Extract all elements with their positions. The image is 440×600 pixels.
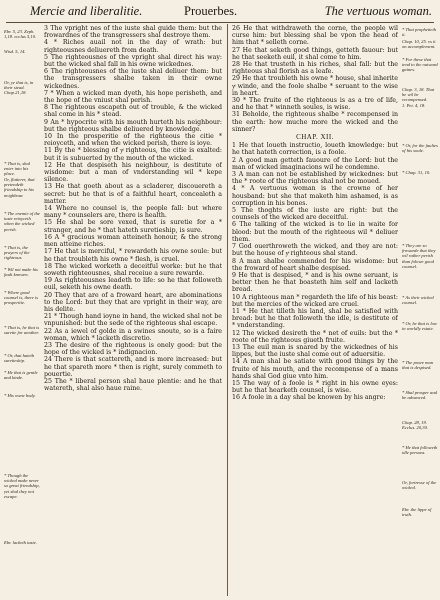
margin-note: * His owne body. (4, 393, 36, 398)
verse: 16 A foole in a day shal be knowen by his angre: (232, 394, 386, 402)
margin-note: * Wil not make his fault knowen. (4, 267, 38, 278)
header-rule (6, 22, 434, 23)
left-margin-notes (4, 25, 40, 595)
verse: 9 He that is despised, * and is his owne seruant, is better then he that boasteth him self and lacketh bread. (232, 271, 398, 294)
margin-note: * For these that tend to the outward gaines. (402, 57, 438, 73)
margin-note: * Or, for the faultes of his soule. (402, 143, 438, 154)
margin-note: * He that is gentle and kinde. (4, 370, 38, 381)
verse: 18 The wicked worketh a deceitful worke: but he that soweth righteousnes, shal receiue a sure rewarde. (44, 262, 222, 277)
margin-note: Or, ye that is, in their stead. Chap.21,18. (4, 80, 34, 96)
margin-note: * That is, shal enter into his place. (4, 161, 31, 177)
running-header (6, 3, 434, 23)
verse: 23 The desire of the righteous is onely good: but the hope of the wicked is * indignacion. (44, 341, 222, 357)
margin-note: Chap. 28, 19. Ecclus. 20,30. (402, 420, 429, 431)
verse: 30 * The fruite of the righteous is as a tre of life, and he that * winneth soules, is wise. (232, 97, 398, 112)
verse: 31 Beholde, the righteous shalbe * recompensed in the earth: how muche more the wicked and the sinner? (232, 111, 398, 133)
margin-note: * The poore man that is despised. (402, 360, 434, 371)
verse: 9 An * hypocrite with his mouth hurteth his neighbour: but the righteous shalbe deliuered by knowledge. (44, 118, 222, 133)
margin-note: * Where good counsel is, there is prosperitie. (4, 290, 39, 306)
verse: 4 * Riches auail not in the day of wrath: but righteousnes deliuereth from death. (44, 39, 222, 54)
right-margin-notes (402, 25, 438, 595)
verse: 7 God ouerthroweth the wicked, and they are not: but the house of yͤ righteous shal stand. (232, 243, 398, 258)
verse: 19 As righteousnes leadeth to life: so he that followeth euil, seketh his owne death. (44, 277, 222, 292)
verse: 22 As a iewel of golde in a swines snoute, so is a faire woman, which * lacketh discretio. (44, 327, 222, 342)
margin-note: * That is, he that is suretie for another. (4, 325, 40, 336)
verse: 11 * He that tilleth his land, shal be satisfied with bread: but he that followeth the idle, is destitute of * vnderstanding. (232, 307, 398, 330)
verse: 13 The euil man is snared by the wickednes of his lippes, but the iuste shal come out of aduersitie. (232, 343, 398, 359)
verse: 24 There is that scattereth, and is more increased: but he that spareth more * then is right, surely commeth to pouertie. (44, 356, 222, 378)
verse: 21 * Though hand ioyne in hand, the wicked shal not be vnpunished: but the sede of the righteous shal escape. (44, 313, 222, 328)
verse: 16 A * gracious woman atteineth honour, & the strong men atteine riches. (44, 233, 222, 249)
margin-note: Or, flatterer, that pretendeth friendship to his neighbour. (4, 177, 35, 198)
margin-note: Chap. 3, 18. That he wil be recompensed. (402, 87, 435, 103)
verse: 5 The thoghts of the iuste are right: but the counsels of the wicked are deceitful. (232, 207, 398, 222)
margin-note: Wisd. 5, 14. (4, 49, 26, 54)
margin-note: * That prophetteth it. (402, 27, 437, 38)
verse: 10 A righteous man * regardeth the life of his beast: but the mercies of the wicked are cruel. (232, 293, 398, 308)
verse: 3 A man can not be established by wickednes: but the * roote of the righteous shal not be moued. (232, 171, 398, 186)
verse: 29 He that troubleth his owne * house, shal inherite yͤ winde, and the foole shalbe * seruant to the wise in heart. (232, 75, 398, 97)
verse: 11 By the * blessing of yͤ righteous, the citie is exalted: but it is subuerted by the mouth of the wicked. (44, 147, 222, 162)
right-column (232, 25, 398, 595)
chapter-heading: CHAP. XII. (296, 133, 334, 142)
verse: 6 The righteousnes of the iuste shal deliuer them: but the transgressers shalbe taken in their owne wickednes. (44, 68, 222, 90)
verse: 12 He that despiseth his neighbour, is destitute of wisdome: but a man of vnderstanding wil * kepe silence. (44, 161, 222, 184)
verse: 2 A good man getteth fauoure of the Lord: but the man of wicked imaginacions wil he condemne. (232, 156, 398, 171)
verse: 14 Where no counsel is, the people fall: but where many * counselers are, there is health. (44, 205, 222, 220)
verse: 3 The vpright nes of the iuste shal guide them: but the frowardnes of the transgressers shal destroye them. (44, 25, 222, 40)
verse: 15 He shal be sore vexed, that is suretie for a * stranger, and he * that hateth suretieship, is sure. (44, 219, 222, 234)
header-right-title: The vertuous woman. (324, 4, 432, 18)
verse: 4 * A vertuous woman is the crowne of her housband: but she that maketh him ashamed, is as corruption in his bones. (232, 185, 398, 207)
margin-note: * The enemie of the iuste reioyceth when the wicked perish. (4, 211, 40, 232)
margin-note: * He that followeth idle persons. (402, 445, 438, 456)
verse: 28 He that trusteth in his riches, shal fall: but the righteous shal florish as a leafe. (232, 61, 398, 76)
header-book-title: Prouerbes. (184, 4, 238, 18)
margin-note: * As their wicked counsel. (402, 295, 434, 306)
margin-note: * Shal prosper and be advanced. (402, 390, 437, 401)
margin-note: Chap. 10, 25. vs it on accomplement. (402, 39, 436, 50)
verse: 27 He that seketh good things, getteth fauour: but he that seeketh euil, it shal come to him. (232, 46, 398, 61)
verse: 8 The righteous escapeth out of trouble, & the wicked shal come in his * stead. (44, 104, 222, 119)
header-left-title: Mercie and liberalitie. (30, 4, 143, 18)
margin-note: 1. Pet. 4, 18. (402, 103, 426, 108)
margin-note: Ebr. the lippe of truth. (402, 507, 432, 518)
left-column (44, 25, 222, 595)
verse: 15 The way of a foole is * right in his owne eyes: but he that hearketh counsel, is wise. (232, 379, 398, 395)
margin-note: * Though the wicked make never so great friendship, yet shal they not escape. (4, 473, 40, 499)
margin-note: * Or, he that is low in worldly estate. (402, 321, 437, 332)
verse: 20 They that are of a froward heart, are abominations to the Lord: but they that are vpright in their way, are his delite. (44, 291, 222, 313)
column-divider (227, 24, 228, 596)
verse: 12 The wicked desireth the * net of euils: but the * roote of the righteous giueth fruite. (232, 329, 398, 344)
verse: 13 He that goeth about as a scladerer, discouereth a secret: but he that is of a faithful heart, concealeth a matter. (44, 183, 222, 205)
margin-note: * Chap. 31, 10. (402, 170, 431, 175)
verse: 7 * When a wicked man dyeth, his hope perisheth, and the hope of the vniust shal perish. (44, 89, 222, 105)
verse: 17 He that is merciful, * rewardeth his owne soule: but he that troubleth his owne * flesh, is cruel. (44, 248, 222, 263)
margin-note: Ebr. lacketh taste. (4, 540, 37, 545)
verse: 6 The talking of the wicked is to lie in waite for blood: but the mouth of the righteous wil * deliuer them. (232, 221, 398, 243)
verse: 8 A man shalbe commended for his wisdome: but the froward of heart shalbe despised. (232, 257, 398, 272)
margin-note: * Or, that hateth suretieship. (4, 353, 35, 364)
margin-note: Ebr. 5, 23. Zeph. 1,18. ecclus 5,10. (4, 29, 37, 40)
verse: 1 He that loueth instructio, loueth knowledge: but he that hateth correction, is a foole. (232, 142, 398, 157)
margin-note: * That is, the prayers of the righteous. (4, 245, 30, 261)
verse: 25 The * liberal person shal haue plentie: and he that watereth, shal also haue raine. (44, 377, 222, 393)
verse: 26 He that withdraweth the corne, the people wil curse him: but blessing shal be vpon the head of him that * selleth corne. (232, 25, 398, 47)
verse: 5 The righteousnes of the vpright shal direct his way: but the wicked shal fall in his owne wickednes. (44, 53, 222, 69)
margin-note: Or, fortresse of the wicked. (402, 480, 437, 491)
verse: 10 In the prosperitie of the righteous the citie * reioyceth, and when the wicked perish, there is ioye. (44, 133, 222, 148)
margin-note: * They are so frowarde that they wil rather perish than folowe good counsel. (402, 243, 436, 269)
verse: 14 A man shal be satiate with good things by the fruite of his mouth, and the recompense of a mans hands shal God giue vnto him. (232, 358, 398, 380)
